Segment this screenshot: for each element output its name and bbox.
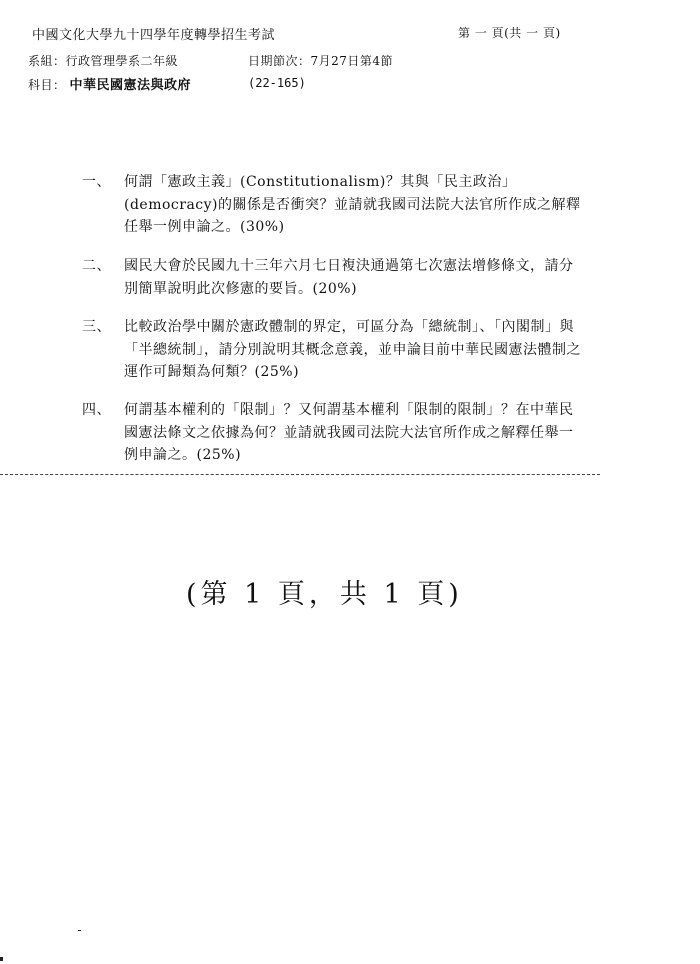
exam-title: 中國文化大學九十四學年度轉學招生考試 (32, 28, 276, 43)
subject-label: 科目： (28, 78, 66, 92)
question-number: 三、 (82, 319, 111, 335)
subject-line (28, 74, 191, 93)
question-number: 二、 (82, 258, 111, 274)
question-text: 何謂「憲政主義」(Constitutionalism)？其與「民主政治」(democracy)的關係是否衝突？並請就我國司法院大法官所作成之解釋任舉一例申論之。(30%) (124, 174, 581, 235)
subject-code: (22-165) (248, 76, 306, 90)
question-1 (82, 171, 582, 239)
question-number: 一、 (82, 174, 111, 190)
question-4 (82, 399, 582, 467)
schedule: 日期節次：7月27日第4節 (248, 54, 394, 68)
question-text: 何謂基本權利的「限制」？又何謂基本權利「限制的限制」？在中華民國憲法條文之依據為何？並請就我國司法院大法官所作成之解釋任舉一例申論之。(25%) (124, 402, 574, 463)
question-text: 國民大會於民國九十三年六月七日複決通過第七次憲法增修條文，請分別簡單說明此次修憲的要旨。(20%) (124, 258, 574, 297)
department: 系組：行政管理學系二年級 (28, 54, 179, 68)
scan-mark (0, 957, 3, 961)
question-number: 四、 (82, 402, 111, 418)
scan-mark (78, 930, 81, 931)
question-2 (82, 255, 582, 300)
footer-page-note: (第 1 頁，共 1 頁) (186, 579, 463, 610)
separator-rule (0, 474, 600, 475)
subject-name: 中華民國憲法與政府 (69, 78, 192, 93)
question-3 (82, 316, 582, 384)
question-text: 比較政治學中關於憲政體制的界定，可區分為「總統制」、「內閣制」與「半總統制」，請分別說明其概念意義，並申論目前中華民國憲法體制之運作可歸類為何類？(25%) (124, 319, 581, 380)
page-info: 第 一 頁(共 一 頁) (458, 26, 561, 40)
